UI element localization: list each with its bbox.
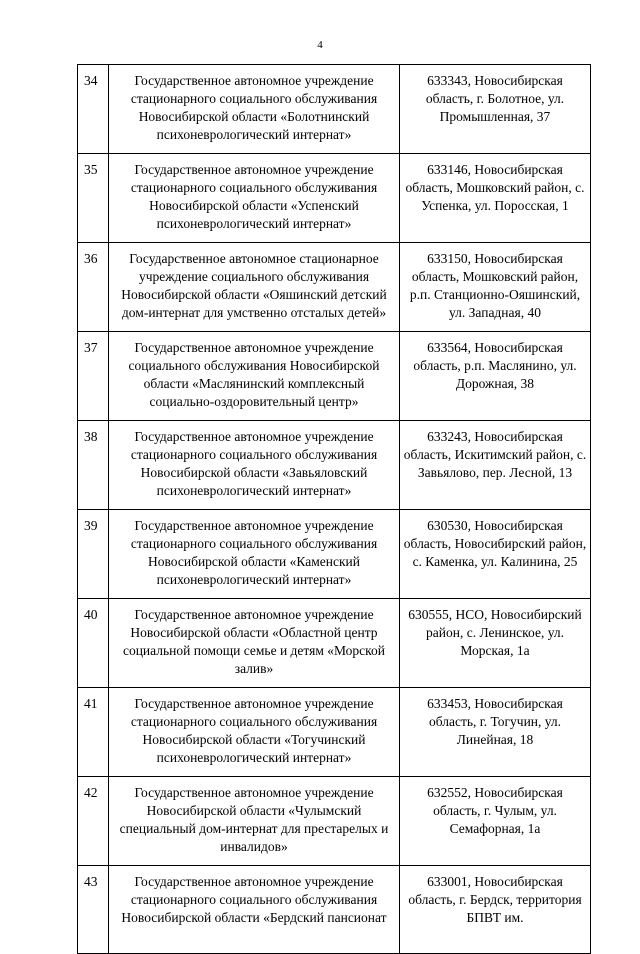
institution-name: Государственное автономное учреждение стационарного социального обслуживания Новосибирской области «Бердский пансионат <box>109 866 400 954</box>
institution-name: Государственное автономное учреждение социального обслуживания Новосибирской области «Маслянинский комплексный социально-оздоровительный центр» <box>109 332 400 421</box>
table-row <box>78 243 591 332</box>
table-row <box>78 332 591 421</box>
table-row <box>78 866 591 954</box>
institution-address: 633243, Новосибирская область, Искитимский район, с. Завьялово, пер. Лесной, 13 <box>400 421 591 510</box>
institution-address: 633146, Новосибирская область, Мошковский район, с. Успенка, ул. Поросская, 1 <box>400 154 591 243</box>
row-number: 34 <box>78 65 109 154</box>
table-row <box>78 154 591 243</box>
table-row <box>78 777 591 866</box>
institution-address: 633564, Новосибирская область, р.п. Маслянино, ул. Дорожная, 38 <box>400 332 591 421</box>
row-number: 43 <box>78 866 109 954</box>
institution-name: Государственное автономное учреждение стационарного социального обслуживания Новосибирской области «Каменский психоневрологический интернат» <box>109 510 400 599</box>
page-number: 4 <box>317 39 323 51</box>
row-number: 42 <box>78 777 109 866</box>
institution-name: Государственное автономное стационарное учреждение социального обслуживания Новосибирской области «Ояшинский детский дом-интернат для умственно отсталых детей» <box>109 243 400 332</box>
row-number: 38 <box>78 421 109 510</box>
table-row <box>78 510 591 599</box>
institution-name: Государственное автономное учреждение стационарного социального обслуживания Новосибирской области «Завьяловский психоневрологический интернат» <box>109 421 400 510</box>
table-row <box>78 599 591 688</box>
institution-address: 633150, Новосибирская область, Мошковский район, р.п. Станционно-Ояшинский, ул. Западная, 40 <box>400 243 591 332</box>
institution-name: Государственное автономное учреждение Новосибирской области «Областной центр социальной помощи семье и детям «Морской залив» <box>109 599 400 688</box>
table-row <box>78 688 591 777</box>
institution-address: 632552, Новосибирская область, г. Чулым, ул. Семафорная, 1а <box>400 777 591 866</box>
row-number: 37 <box>78 332 109 421</box>
institution-address: 633343, Новосибирская область, г. Болотное, ул. Промышленная, 37 <box>400 65 591 154</box>
institutions-table-wrapper <box>77 64 590 925</box>
table-row <box>78 65 591 154</box>
row-number: 39 <box>78 510 109 599</box>
institution-address: 630555, НСО, Новосибирский район, с. Ленинское, ул. Морская, 1а <box>400 599 591 688</box>
institution-address: 630530, Новосибирская область, Новосибирский район, с. Каменка, ул. Калинина, 25 <box>400 510 591 599</box>
row-number: 35 <box>78 154 109 243</box>
institution-name: Государственное автономное учреждение стационарного социального обслуживания Новосибирской области «Успенский психоневрологический интернат» <box>109 154 400 243</box>
row-number: 40 <box>78 599 109 688</box>
institution-name: Государственное автономное учреждение стационарного социального обслуживания Новосибирской области «Болотнинский психоневрологический интернат» <box>109 65 400 154</box>
institution-name: Государственное автономное учреждение Новосибирской области «Чулымский специальный дом-интернат для престарелых и инвалидов» <box>109 777 400 866</box>
table-row <box>78 421 591 510</box>
institution-name: Государственное автономное учреждение стационарного социального обслуживания Новосибирской области «Тогучинский психоневрологический интернат» <box>109 688 400 777</box>
institutions-table <box>77 64 591 954</box>
institution-address: 633453, Новосибирская область, г. Тогучин, ул. Линейная, 18 <box>400 688 591 777</box>
institution-address: 633001, Новосибирская область, г. Бердск, территория БПВТ им. <box>400 866 591 954</box>
row-number: 41 <box>78 688 109 777</box>
row-number: 36 <box>78 243 109 332</box>
